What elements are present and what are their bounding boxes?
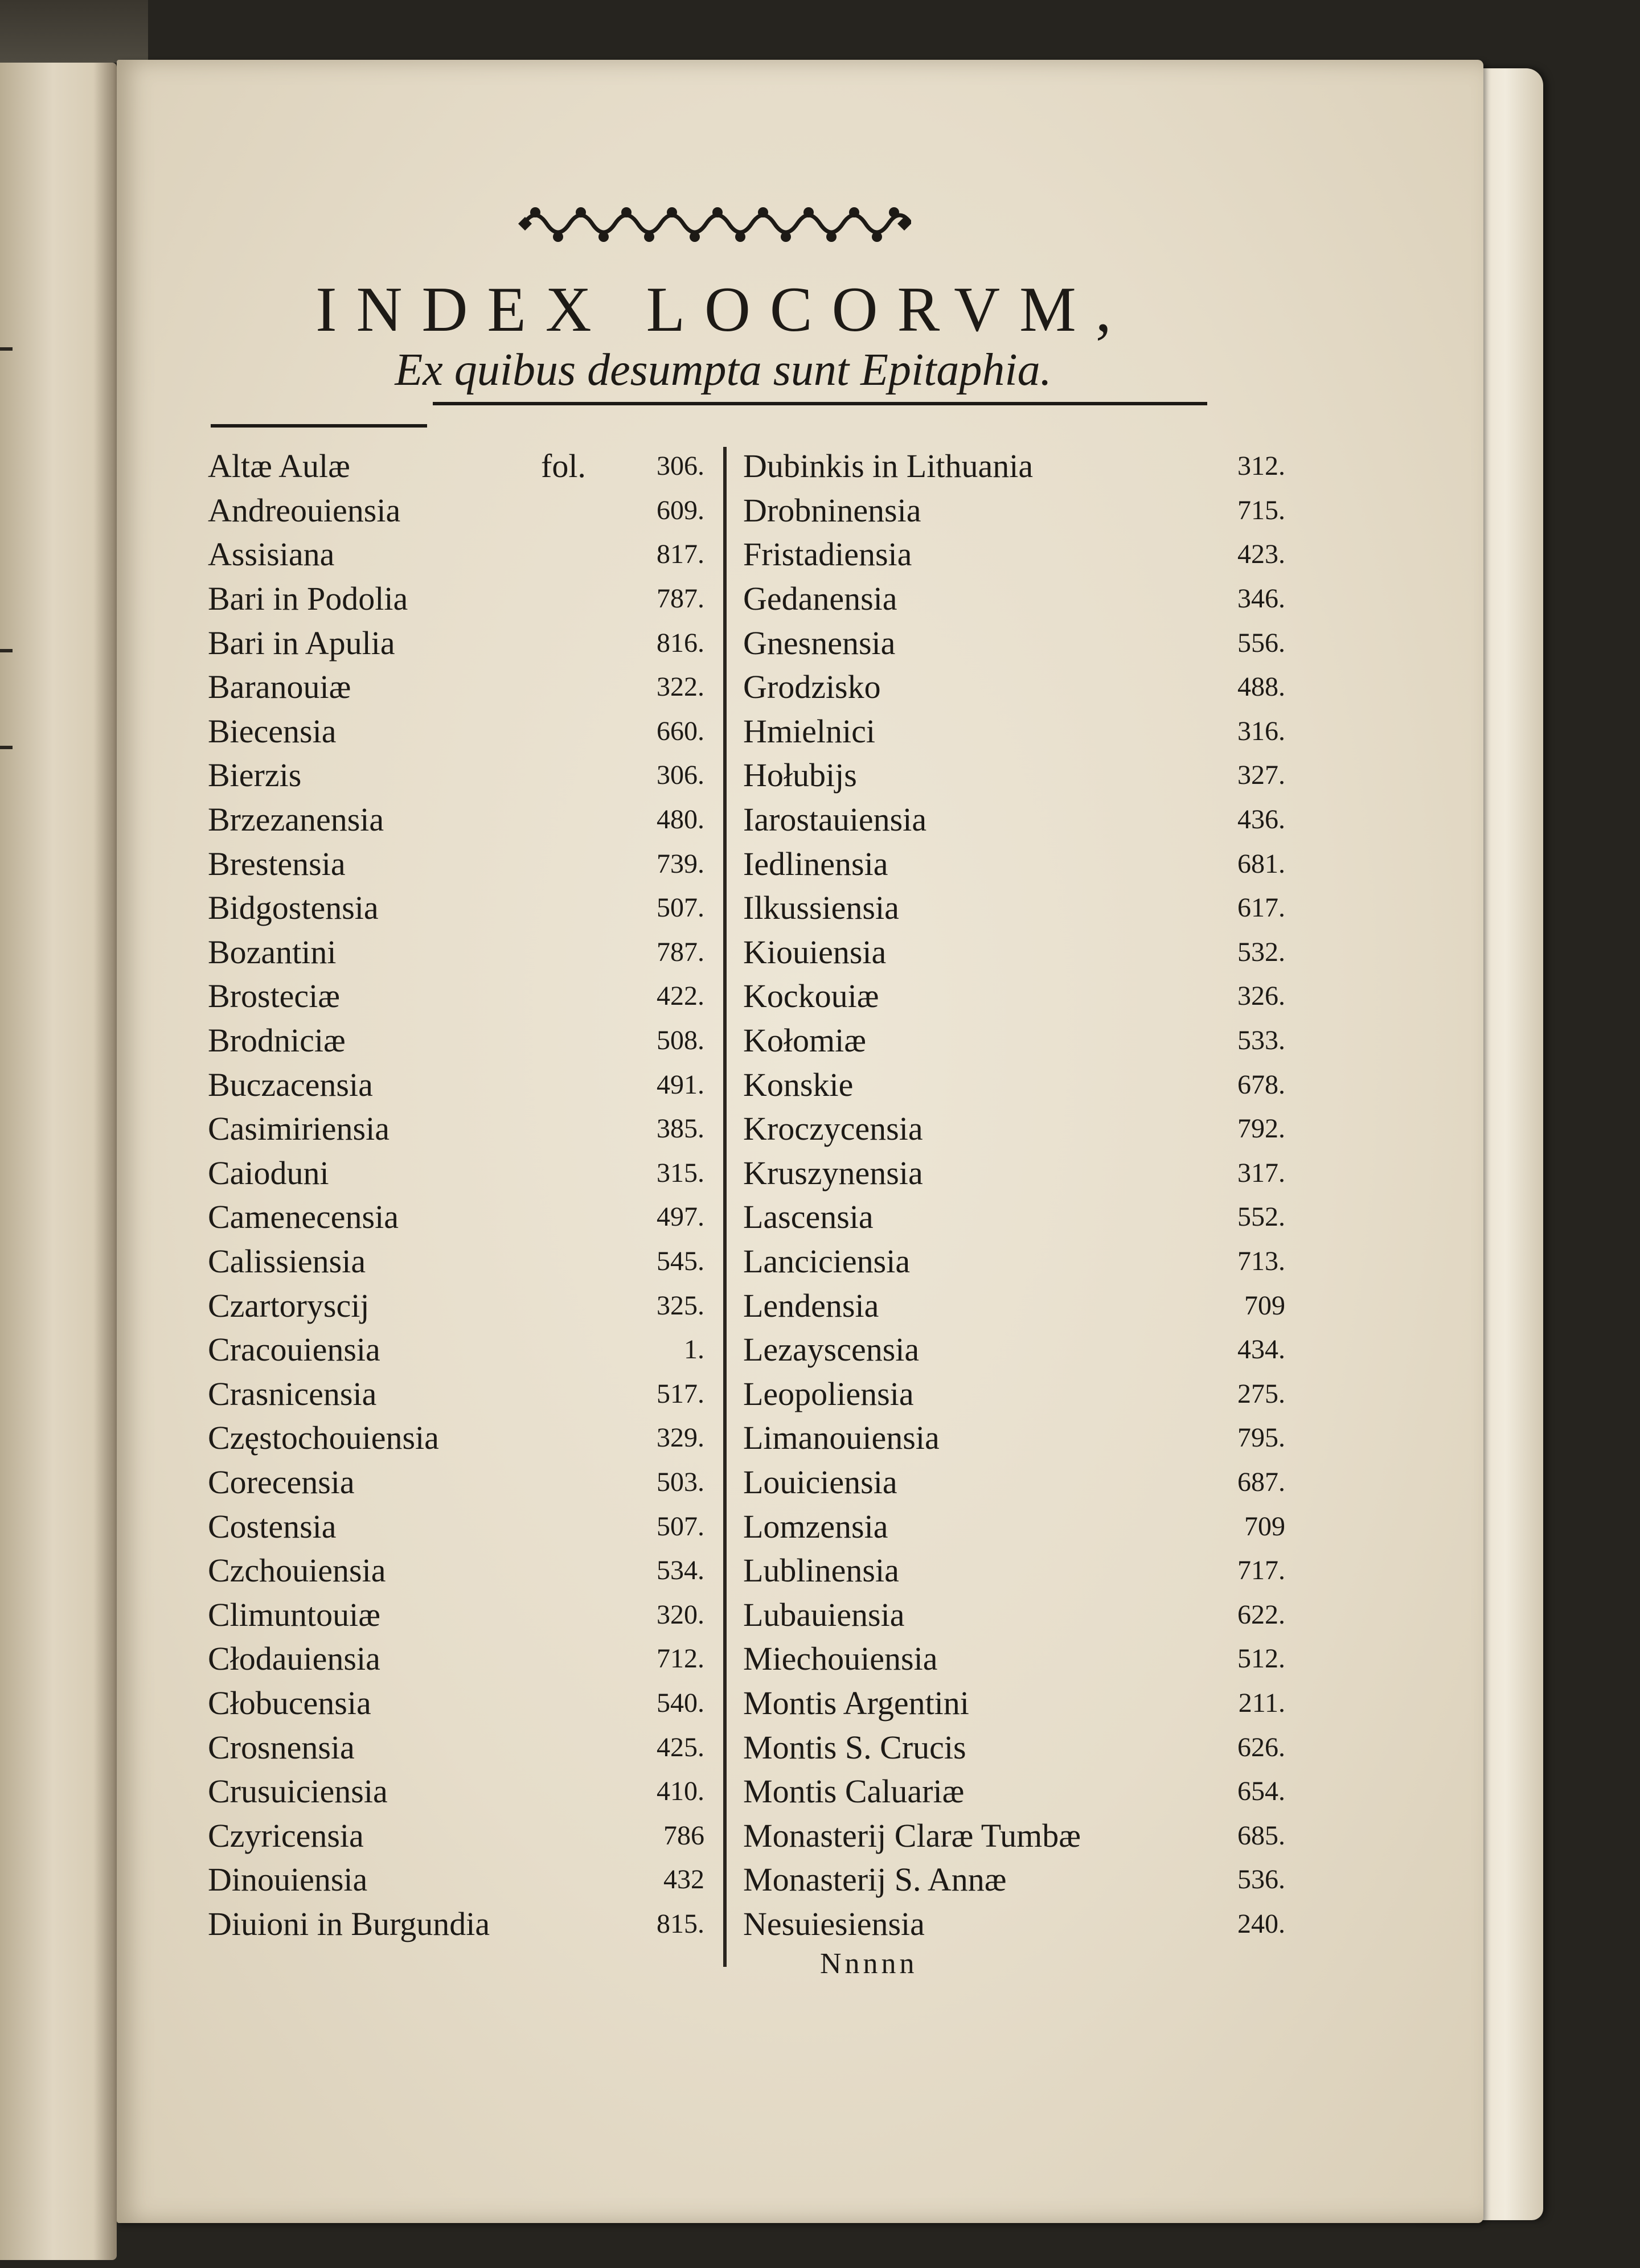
- index-entry: [743, 1283, 1290, 1328]
- page-number: 275.: [1237, 1378, 1285, 1409]
- page-number: 436.: [1237, 804, 1285, 835]
- page-number: 533.: [1237, 1025, 1285, 1056]
- index-entry: [208, 1018, 709, 1063]
- page-number: 712.: [657, 1644, 704, 1674]
- index-entry: [208, 488, 709, 533]
- place-name: Grodzisko: [743, 668, 881, 706]
- page-number: 422.: [657, 981, 704, 1012]
- page-number: 792.: [1237, 1114, 1285, 1144]
- page-number: 385.: [657, 1114, 704, 1144]
- index-entry: [743, 1062, 1290, 1107]
- place-name: Dinouiensia: [208, 1861, 368, 1899]
- index-entry: [208, 1283, 709, 1328]
- place-name: Assisiana: [208, 536, 335, 573]
- index-entry: [208, 1858, 709, 1902]
- place-name: Limanouiensia: [743, 1419, 940, 1457]
- page-number: 507.: [657, 893, 704, 923]
- place-name: Montis S. Crucis: [743, 1728, 966, 1766]
- page-number: 687.: [1237, 1466, 1285, 1497]
- page-number: 517.: [657, 1378, 704, 1409]
- page-number: 306.: [657, 760, 704, 791]
- index-entry: [208, 709, 709, 754]
- page-number: 410.: [657, 1776, 704, 1807]
- place-name: Crusuiciensia: [208, 1773, 388, 1810]
- page-number: 488.: [1237, 672, 1285, 702]
- place-name: Crosnensia: [208, 1728, 355, 1766]
- page-number: 617.: [1237, 893, 1285, 923]
- place-name: Montis Argentini: [743, 1684, 969, 1721]
- page-number: 322.: [657, 672, 704, 702]
- page-number: 681.: [1237, 848, 1285, 879]
- place-name: Czchouiensia: [208, 1552, 386, 1589]
- index-entry: [743, 841, 1290, 886]
- place-name: Gedanensia: [743, 580, 897, 618]
- index-entry: [743, 1018, 1290, 1063]
- place-name: Camenecensia: [208, 1198, 399, 1236]
- index-entry: [743, 1769, 1290, 1814]
- page-number: 211.: [1238, 1687, 1285, 1718]
- place-name: Caioduni: [208, 1154, 329, 1191]
- place-name: Kiouiensia: [743, 933, 887, 971]
- page-number: 709: [1244, 1290, 1285, 1321]
- page-number: 432: [663, 1864, 704, 1895]
- index-entry: [743, 1107, 1290, 1151]
- place-name: Crasnicensia: [208, 1375, 377, 1412]
- place-name: Bari in Apulia: [208, 624, 395, 662]
- place-name: Biecensia: [208, 712, 337, 750]
- place-name: Brzezanensia: [208, 801, 384, 839]
- index-entry: [208, 753, 709, 798]
- facing-page-edge: [0, 63, 117, 2260]
- index-entry: [743, 1681, 1290, 1725]
- place-name: Costensia: [208, 1507, 337, 1545]
- place-name: Casimiriensia: [208, 1110, 390, 1148]
- page-number: 817.: [657, 539, 704, 570]
- index-entry: [208, 1151, 709, 1195]
- page-number: 556.: [1237, 627, 1285, 658]
- page-number: 325.: [657, 1290, 704, 1321]
- place-name: Nesuiesiensia: [743, 1905, 925, 1942]
- index-entry: [208, 1195, 709, 1239]
- place-name: Corecensia: [208, 1463, 355, 1501]
- place-name: Lomzensia: [743, 1507, 888, 1545]
- place-name: Climuntouiæ: [208, 1596, 380, 1633]
- index-entry: [743, 665, 1290, 709]
- page-number: 320.: [657, 1599, 704, 1630]
- place-name: Konskie: [743, 1066, 854, 1103]
- margin-mark: [0, 347, 13, 351]
- place-name: Altæ Aulæ: [208, 447, 350, 485]
- index-entry: [743, 1725, 1290, 1769]
- place-name: Lendensia: [743, 1287, 879, 1324]
- index-entry: [743, 1195, 1290, 1239]
- place-name: Miechouiensia: [743, 1640, 938, 1678]
- place-name: Bozantini: [208, 933, 337, 971]
- index-entry: [743, 1504, 1290, 1548]
- place-name: Andreouiensia: [208, 491, 401, 529]
- index-entry: [743, 974, 1290, 1018]
- place-name: Baranouiæ: [208, 668, 351, 706]
- index-entry: [208, 1813, 709, 1858]
- place-name: Leopoliensia: [743, 1375, 914, 1412]
- index-entry: [743, 709, 1290, 754]
- index-entry: [743, 1371, 1290, 1416]
- index-entry: [208, 1681, 709, 1725]
- place-name: Cracouiensia: [208, 1331, 380, 1369]
- index-entry: [208, 798, 709, 842]
- signature-mark: Nnnnn: [820, 1947, 918, 1980]
- index-entry: [743, 930, 1290, 975]
- page-number: 787.: [657, 936, 704, 967]
- place-name: Louiciensia: [743, 1463, 897, 1501]
- place-name: Iarostauiensia: [743, 801, 927, 839]
- place-name: Cłobucensia: [208, 1684, 371, 1721]
- page-number: 326.: [1237, 981, 1285, 1012]
- page-number: 713.: [1237, 1246, 1285, 1276]
- title-rule-right: [433, 402, 1207, 405]
- page-number: 507.: [657, 1511, 704, 1542]
- page-number: 709: [1244, 1511, 1285, 1542]
- page-number: 626.: [1237, 1732, 1285, 1762]
- page-number: 660.: [657, 716, 704, 746]
- place-name: Diuioni in Burgundia: [208, 1905, 490, 1942]
- place-name: Kołomiæ: [743, 1022, 866, 1059]
- page-number: 512.: [1237, 1644, 1285, 1674]
- page-number: 552.: [1237, 1202, 1285, 1232]
- index-entry: [743, 1416, 1290, 1460]
- margin-mark: [0, 746, 13, 749]
- page-number: 317.: [1237, 1157, 1285, 1188]
- page-number: 654.: [1237, 1776, 1285, 1807]
- index-entry: [208, 841, 709, 886]
- index-column-right: [743, 444, 1290, 1946]
- place-name: Montis Caluariæ: [743, 1773, 965, 1810]
- index-entry: [208, 1062, 709, 1107]
- index-entry: [743, 1902, 1290, 1946]
- index-entry: [208, 1548, 709, 1593]
- index-entry: [208, 665, 709, 709]
- place-name: Brodniciæ: [208, 1022, 346, 1059]
- page-number: 717.: [1237, 1555, 1285, 1586]
- page-number: 540.: [657, 1687, 704, 1718]
- place-name: Ilkussiensia: [743, 889, 899, 927]
- place-name: Iedlinensia: [743, 845, 888, 882]
- page-number: 508.: [657, 1025, 704, 1056]
- page-number: 739.: [657, 848, 704, 879]
- place-name: Kockouiæ: [743, 977, 879, 1015]
- place-name: Drobninensia: [743, 491, 921, 529]
- place-name: Czartoryscij: [208, 1287, 370, 1324]
- page-number: 329.: [657, 1423, 704, 1453]
- place-name: Lubauiensia: [743, 1596, 905, 1633]
- page-number: 532.: [1237, 936, 1285, 967]
- index-entry: [208, 1328, 709, 1372]
- page-number: 306.: [657, 451, 704, 482]
- page-number: 434.: [1237, 1334, 1285, 1365]
- index-entry: [743, 1239, 1290, 1284]
- index-column-left: [208, 444, 709, 1946]
- place-name: Lezayscensia: [743, 1331, 920, 1369]
- place-name: Cłodauiensia: [208, 1640, 380, 1678]
- index-entry: [208, 1239, 709, 1284]
- page-number: 715.: [1237, 495, 1285, 525]
- place-name: Calissiensia: [208, 1242, 366, 1280]
- index-entry: [743, 577, 1290, 621]
- place-name: Lublinensia: [743, 1552, 899, 1589]
- page-number: 678.: [1237, 1069, 1285, 1100]
- place-name: Gnesnensia: [743, 624, 896, 662]
- index-entry: [743, 488, 1290, 533]
- page-number: 240.: [1237, 1908, 1285, 1939]
- index-entry: [743, 753, 1290, 798]
- place-name: Kruszynensia: [743, 1154, 923, 1191]
- page-number: 316.: [1237, 716, 1285, 746]
- page-number: 622.: [1237, 1599, 1285, 1630]
- page-number: 503.: [657, 1466, 704, 1497]
- index-entry: [208, 1460, 709, 1505]
- index-entry: [743, 1328, 1290, 1372]
- index-entry: [208, 1107, 709, 1151]
- page-number: 423.: [1237, 539, 1285, 570]
- index-entry: [208, 1725, 709, 1769]
- place-name: Brestensia: [208, 845, 346, 882]
- page-number: 480.: [657, 804, 704, 835]
- page-number: 815.: [657, 1908, 704, 1939]
- index-entry: [743, 532, 1290, 577]
- margin-mark: [0, 649, 13, 652]
- place-name: Częstochouiensia: [208, 1419, 439, 1457]
- place-name: Brosteciæ: [208, 977, 340, 1015]
- page-number: 787.: [657, 584, 704, 614]
- page-number: 545.: [657, 1246, 704, 1276]
- index-entry: [208, 1416, 709, 1460]
- index-entry: [208, 1504, 709, 1548]
- place-name: Monasterij Claræ Tumbæ: [743, 1817, 1081, 1854]
- index-entry: [743, 798, 1290, 842]
- place-name: Bari in Podolia: [208, 580, 408, 618]
- place-name: Bierzis: [208, 757, 302, 794]
- index-entry: [743, 1548, 1290, 1593]
- index-entry: [208, 577, 709, 621]
- page-number: 327.: [1237, 760, 1285, 791]
- index-entry: [743, 886, 1290, 930]
- index-entry: [208, 886, 709, 930]
- place-name: Monasterij S. Annæ: [743, 1861, 1007, 1899]
- index-entry: [208, 1371, 709, 1416]
- place-name: Hołubijs: [743, 757, 857, 794]
- index-title: INDEX LOCORVM,: [315, 274, 1131, 345]
- index-entry: [208, 1592, 709, 1637]
- page-number: 1.: [684, 1334, 704, 1365]
- index-entry: [743, 444, 1290, 488]
- column-divider: [723, 447, 727, 1967]
- place-name: Buczacensia: [208, 1066, 373, 1103]
- index-entry: [743, 1460, 1290, 1505]
- page-number: 609.: [657, 495, 704, 525]
- index-entry: [743, 621, 1290, 665]
- page-number: 536.: [1237, 1864, 1285, 1895]
- place-name: Fristadiensia: [743, 536, 912, 573]
- index-entry: [208, 1637, 709, 1681]
- title-rule-left: [211, 424, 427, 428]
- page-number: 786: [663, 1820, 704, 1851]
- index-subtitle: Ex quibus desumpta sunt Epitaphia.: [395, 345, 1052, 395]
- index-entry: [743, 1637, 1290, 1681]
- index-entry: [208, 532, 709, 577]
- page-number: 425.: [657, 1732, 704, 1762]
- index-entry: [208, 1769, 709, 1814]
- folio-label: fol.: [541, 447, 586, 485]
- place-name: Bidgostensia: [208, 889, 379, 927]
- place-name: Lascensia: [743, 1198, 874, 1236]
- place-name: Dubinkis in Lithuania: [743, 447, 1034, 485]
- index-entry: [208, 444, 709, 488]
- index-entry: [743, 1858, 1290, 1902]
- index-entry: [208, 930, 709, 975]
- page-number: 795.: [1237, 1423, 1285, 1453]
- index-entry: [743, 1151, 1290, 1195]
- page-number: 497.: [657, 1202, 704, 1232]
- place-name: Czyricensia: [208, 1817, 364, 1854]
- index-entry: [208, 1902, 709, 1946]
- place-name: Lanciciensia: [743, 1242, 911, 1280]
- headpiece-ornament: [518, 198, 911, 249]
- index-entry: [743, 1592, 1290, 1637]
- page-number: 685.: [1237, 1820, 1285, 1851]
- page-number: 312.: [1237, 451, 1285, 482]
- page-number: 534.: [657, 1555, 704, 1586]
- index-entry: [208, 974, 709, 1018]
- place-name: Hmielnici: [743, 712, 875, 750]
- index-entry: [743, 1813, 1290, 1858]
- index-entry: [208, 621, 709, 665]
- book-spine: [0, 0, 148, 63]
- page-number: 491.: [657, 1069, 704, 1100]
- page-number: 816.: [657, 627, 704, 658]
- place-name: Kroczycensia: [743, 1110, 923, 1148]
- page-number: 315.: [657, 1157, 704, 1188]
- page-number: 346.: [1237, 584, 1285, 614]
